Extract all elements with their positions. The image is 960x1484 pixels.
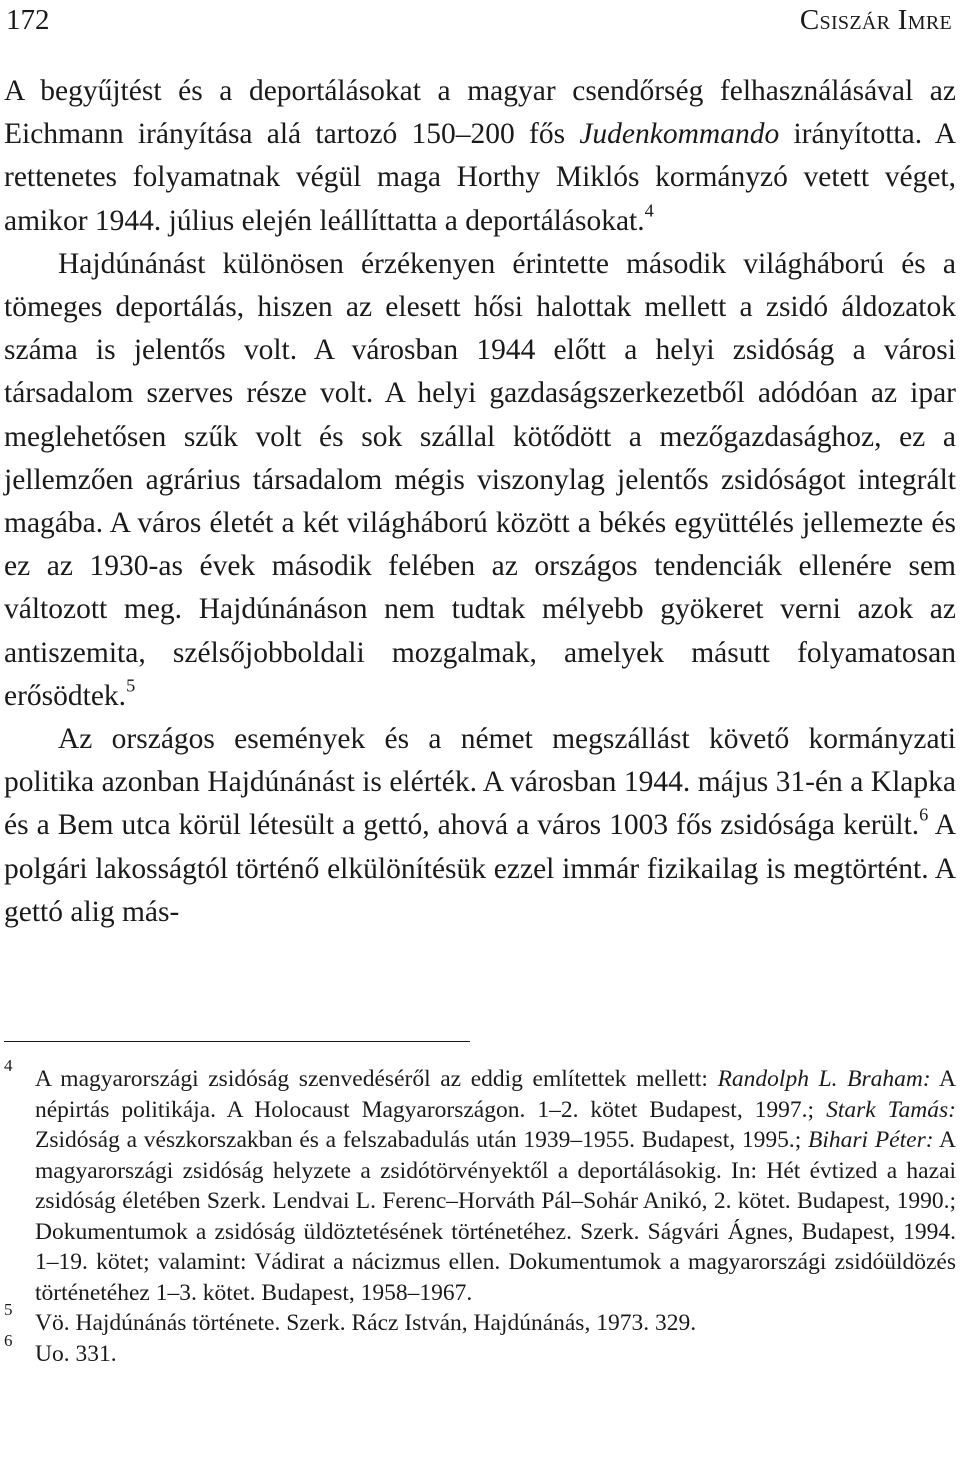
footnote-5 <box>4 1300 956 1339</box>
footnote-ref-4[interactable]: 4 <box>644 199 654 220</box>
footnote-text: Uo. 331. <box>35 1340 117 1367</box>
body-text <box>4 70 956 934</box>
footnote-ref-5[interactable]: 5 <box>126 675 136 696</box>
page-header <box>6 0 952 40</box>
footnote-text: A magyarországi zsidóság helyzete a zsidótörvényektől a deportálásokig. In: Hét évtized a hazai zsidóság életében Szerk. Lendvai L. Ferenc–Horváth Pál–Sohár Anikó, 2. kötet. Budapest, 1990.; Dokumentumok a zsidóság üldöztetésének történetéhez. Szerk. Ságvári Ágnes, Budapest, 1994. 1–19. kötet; valamint: Vádirat a nácizmus ellen. Dokumentumok a magyarországi zsidóüldözés történetéhez 1–3. kötet. Budapest, 1958–1967. <box>35 1127 956 1306</box>
footnote-ref-6[interactable]: 6 <box>919 804 929 825</box>
paragraph-1 <box>4 70 956 243</box>
paragraph-1-text-a: A begyűjtést és a deportálásokat a magyar csendőrség felhasználásával az Eichmann irányítása alá tartozó 150–200 fős <box>4 75 956 151</box>
page-number: 172 <box>6 4 50 36</box>
running-head-author: Csiszár Imre <box>799 4 952 36</box>
footnote-text: Zsidóság a vészkorszakban és a felszabadulás után 1939–1955. Budapest, 1995.; <box>35 1127 809 1153</box>
paragraph-1-italic-term: Judenkommando <box>579 118 780 151</box>
paragraph-3 <box>4 718 956 934</box>
footnote-text: A magyarországi zsidóság szenvedéséről az eddig említettek mellett: <box>35 1066 718 1092</box>
paragraph-3-text-a: Az országos események és a német megszállást követő kormányzati politika azonban Hajdúnánást is elérték. A városban 1944. május 31-én a Klapka és a Bem utca körül létesült a gettó, ahová a város 1003 fős zsidósága került. <box>4 723 956 842</box>
footnote-author: Stark Tamás: <box>826 1096 956 1123</box>
footnote-text: Vö. Hajdúnánás története. Szerk. Rácz István, Hajdúnánás, 1973. 329. <box>35 1310 697 1336</box>
footnotes <box>4 1056 956 1369</box>
paragraph-2-text: Hajdúnánást különösen érzékenyen érintette második világháború és a tömeges deportálás, hiszen az elesett hősi halottak mellett a zsidó áldozatok száma is jelentős volt. A városban 1944 előtt a helyi zsidóság a városi társadalom szerves része volt. A helyi gazdaságszerkezetből adódóan az ipar meglehetősen szűk volt és sok szállal kötődött a mezőgazdasághoz, ez a jellemzően agrárius társadalom mégis viszonylag jelentős zsidóságot integrált magába. A város életét a két világháború között a békés együttélés jellemezte és ez az 1930-as évek második felében az országos tendenciák ellenére sem változott meg. Hajdúnánáson nem tudtak mélyebb gyökeret verni azok az antiszemita, szélsőjobboldali mozgalmak, amelyek másutt folyamatosan erősödtek. <box>4 247 956 712</box>
footnote-text: A népirtás politikája. A Holocaust Magyarországon. 1–2. kötet Budapest, 1997.; <box>35 1066 956 1123</box>
footnote-number: 4 <box>4 1056 13 1075</box>
footnote-separator <box>4 1041 470 1042</box>
paragraph-1-text-b: irányította. A rettenetes folyamatnak végül maga Horthy Miklós kormányzó vetett véget, amikor 1944. július elején leállíttatta a deportálásokat. <box>4 118 956 237</box>
footnote-4 <box>4 1056 956 1308</box>
footnote-author: Randolph L. Braham: <box>717 1066 931 1092</box>
paragraph-2 <box>4 243 956 718</box>
footnote-number: 6 <box>4 1330 13 1350</box>
footnote-6 <box>4 1330 956 1370</box>
footnote-author: Bihari Péter: <box>808 1127 934 1153</box>
paragraph-3-text-b: A polgári lakosságtól történő elkülönítésük ezzel immár fizikailag is megtörtént. A gettó alig más- <box>4 809 956 928</box>
footnote-number: 5 <box>4 1300 13 1319</box>
